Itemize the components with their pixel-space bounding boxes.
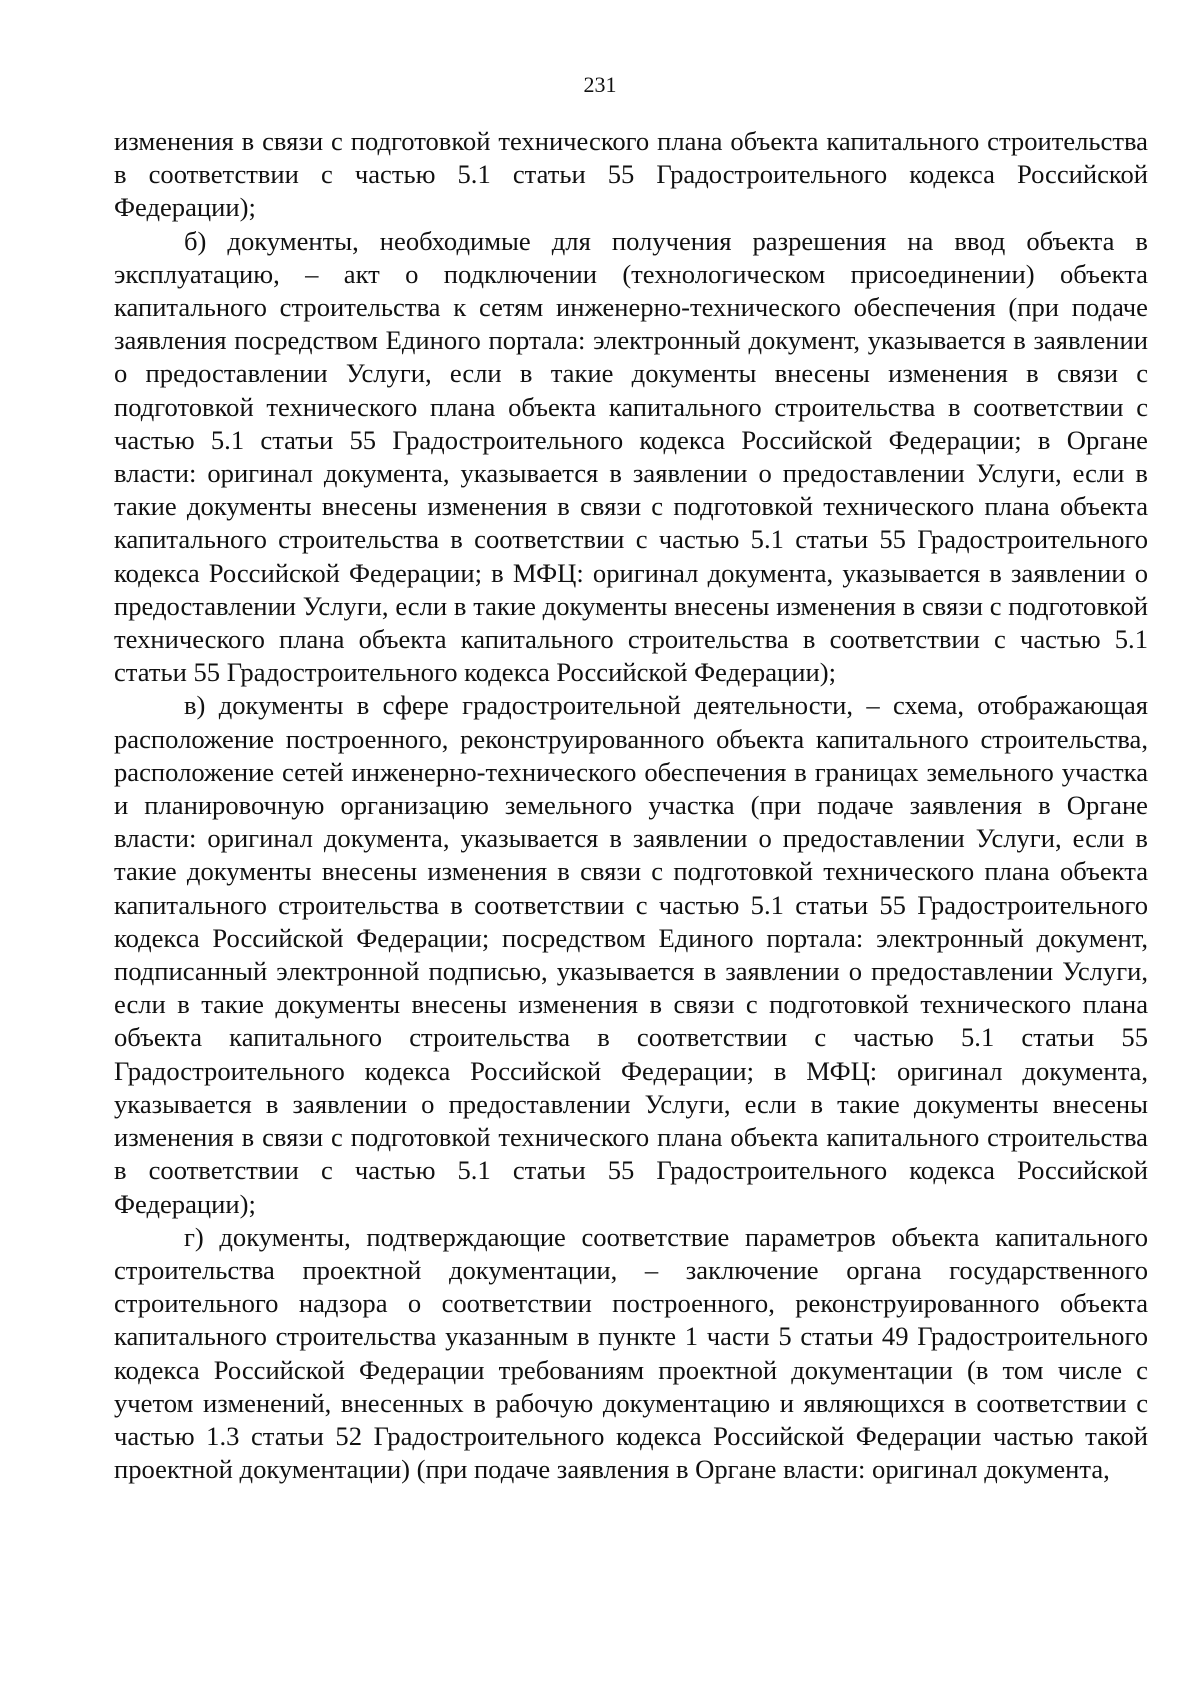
document-body (114, 125, 1148, 1486)
paragraph-item-b: б) документы, необходимые для получения разрешения на ввод объекта в эксплуатацию, – акт о подключении (технологическом присоединении) объекта капитального строительства к сетям инженерно-технического обеспечения (при подаче заявления посредством Единого портала: электронный документ, указывается в заявлении о предоставлении Услуги, если в такие документы внесены изменения в связи с подготовкой технического плана объекта капитального строительства в соответствии с частью 5.1 статьи 55 Градостроительного кодекса Российской Федерации; в Органе власти: оригинал документа, указывается в заявлении о предоставлении Услуги, если в такие документы внесены изменения в связи с подготовкой технического плана объекта капитального строительства в соответствии с частью 5.1 статьи 55 Градостроительного кодекса Российской Федерации; в МФЦ: оригинал документа, указывается в заявлении о предоставлении Услуги, если в такие документы внесены изменения в связи с подготовкой технического плана объекта капитального строительства в соответствии с частью 5.1 статьи 55 Градостроительного кодекса Российской Федерации); (114, 225, 1148, 688)
paragraph-item-g: г) документы, подтверждающие соответствие параметров объекта капитального строительства проектной документации, – заключение органа государственного строительного надзора о соответствии построенного, реконструированного объекта капитального строительства указанным в пункте 1 части 5 статьи 49 Градостроительного кодекса Российской Федерации требованиям проектной документации (в том числе с учетом изменений, внесенных в рабочую документацию и являющихся в соответствии с частью 1.3 статьи 52 Градостроительного кодекса Российской Федерации частью такой проектной документации) (при подаче заявления в Органе власти: оригинал документа, (114, 1221, 1148, 1485)
paragraph-item-v: в) документы в сфере градостроительной деятельности, – схема, отображающая расположение построенного, реконструированного объекта капитального строительства, расположение сетей инженерно-технического обеспечения в границах земельного участка и планировочную организацию земельного участка (при подаче заявления в Органе власти: оригинал документа, указывается в заявлении о предоставлении Услуги, если в такие документы внесены изменения в связи с подготовкой технического плана объекта капитального строительства в соответствии с частью 5.1 статьи 55 Градостроительного кодекса Российской Федерации; посредством Единого портала: электронный документ, подписанный электронной подписью, указывается в заявлении о предоставлении Услуги, если в такие документы внесены изменения в связи с подготовкой технического плана объекта капитального строительства в соответствии с частью 5.1 статьи 55 Градостроительного кодекса Российской Федерации; в МФЦ: оригинал документа, указывается в заявлении о предоставлении Услуги, если в такие документы внесены изменения в связи с подготовкой технического плана объекта капитального строительства в соответствии с частью 5.1 статьи 55 Градостроительного кодекса Российской Федерации); (114, 690, 1148, 1219)
page-number: 231 (583, 72, 617, 97)
paragraph-continuation: изменения в связи с подготовкой технического плана объекта капитального строительства в соответствии с частью 5.1 статьи 55 Градостроительного кодекса Российской Федерации); (114, 126, 1148, 223)
